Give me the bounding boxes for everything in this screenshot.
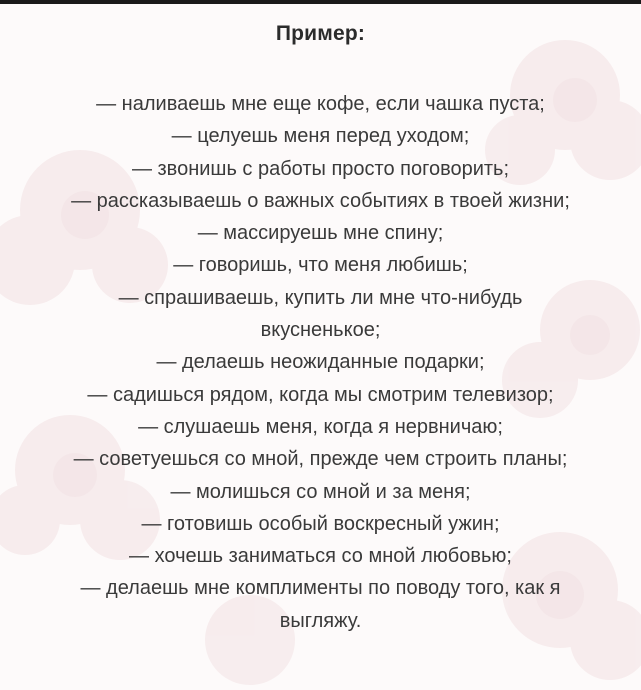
example-list [0,88,641,637]
list-item: — слушаешь меня, когда я нервничаю; [138,415,503,438]
page-title: Пример: [275,22,366,45]
list-item: — целуешь меня перед уходом; [171,125,470,148]
list-item: — рассказываешь о важных событиях в твоей жизни; [71,189,570,212]
list-item: — молишься со мной и за меня; [170,480,471,503]
list-item: выгляжу. [279,609,362,632]
list-item: — говоришь, что меня любишь; [173,254,468,277]
list-item: — наливаешь мне еще кофе, если чашка пуста; [96,93,545,115]
list-item: — садишься рядом, когда мы смотрим телевизор; [87,383,554,406]
list-item: — звонишь с работы просто поговорить; [131,157,510,180]
list-item: — делаешь неожиданные подарки; [156,351,485,374]
list-item: — массируешь мне спину; [197,222,444,245]
list-item: — делаешь мне комплименты по поводу того, как я [80,577,561,600]
list-item: — советуешься со мной, прежде чем строить планы; [73,448,568,471]
list-item: — готовишь особый воскресный ужин; [141,512,500,535]
list-item: вкусненькое; [260,319,381,342]
list-item: — спрашиваешь, купить ли мне что-нибудь [118,286,523,309]
list-item: — хочешь заниматься со мной любовью; [129,545,512,568]
